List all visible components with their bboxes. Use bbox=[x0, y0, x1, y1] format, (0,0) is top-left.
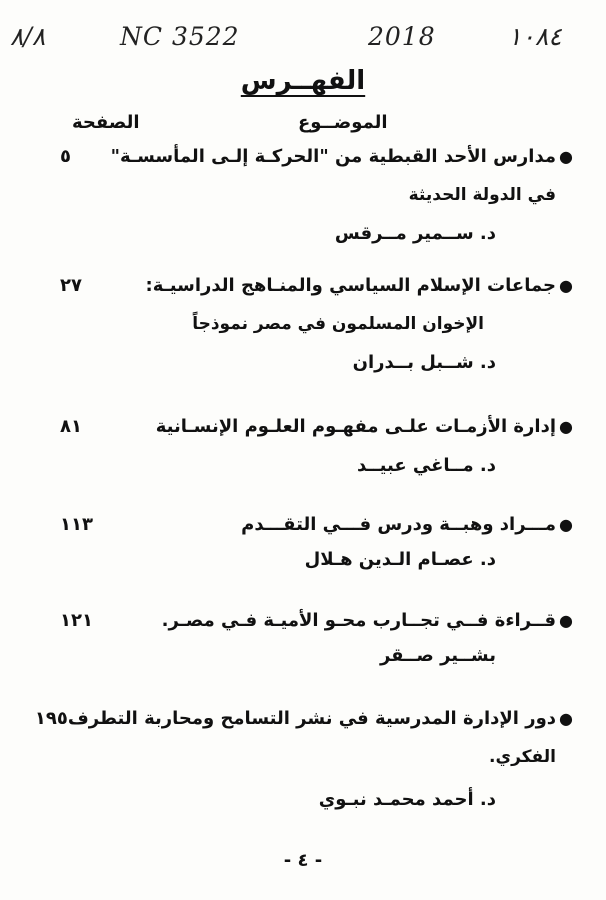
bullet-icon: ● bbox=[559, 417, 573, 436]
bullet-icon: ● bbox=[559, 515, 573, 534]
column-header-topic: الموضــوع bbox=[298, 112, 388, 133]
entry-author: بشــير صــقر bbox=[379, 645, 496, 666]
toc-entry bbox=[34, 708, 574, 810]
entry-title: دور الإدارة المدرسية في نشر التسامح ومحاربة التطرف bbox=[67, 708, 556, 729]
entry-title: مـــراد وهبــة ودرس فـــي التقـــدم bbox=[241, 514, 556, 535]
handwritten-note-year: 2018 bbox=[368, 22, 436, 51]
handwritten-note-left: ٨/٨ bbox=[10, 22, 46, 51]
toc-entry bbox=[60, 416, 574, 476]
toc-entry bbox=[60, 146, 574, 244]
toc-entry bbox=[60, 610, 574, 666]
column-header-page: الصفحة bbox=[72, 112, 140, 133]
entry-title: جماعات الإسلام السياسي والمنـاهج الدراسيـة: bbox=[145, 275, 556, 296]
entry-subtitle: الإخوان المسلمون في مصر نموذجاً bbox=[192, 314, 484, 334]
page-number-footer: - ٤ - bbox=[283, 850, 323, 871]
entry-subtitle: في الدولة الحديثة bbox=[408, 185, 556, 205]
entry-page-number: ٥ bbox=[60, 146, 71, 167]
bullet-icon: ● bbox=[559, 147, 573, 166]
bullet-icon: ● bbox=[559, 611, 573, 630]
entry-page-number: ٨١ bbox=[60, 416, 82, 437]
entry-title: مدارس الأحد القبطية من "الحركـة إلـى المأسسـة" bbox=[110, 146, 556, 167]
entry-page-number: ١٩٥ bbox=[34, 708, 68, 729]
handwritten-note-code: NC 3522 bbox=[120, 22, 240, 51]
entry-page-number: ١١٣ bbox=[60, 514, 93, 535]
entry-author: د. شــبل بــدران bbox=[352, 352, 496, 373]
bullet-icon: ● bbox=[559, 709, 573, 728]
entry-page-number: ٢٧ bbox=[60, 275, 82, 296]
entry-title: قــراءة فــي تجــارب محـو الأميـة فـي مصـر. bbox=[161, 610, 556, 631]
toc-entry bbox=[60, 514, 574, 570]
toc-entry bbox=[60, 275, 574, 373]
page-title: الفهــرس bbox=[240, 66, 366, 96]
bullet-icon: ● bbox=[559, 276, 573, 295]
entry-author: د. مــاغي عبيــد bbox=[356, 455, 496, 476]
entry-author: د. عصـام الـدين هـلال bbox=[304, 549, 496, 570]
entry-subtitle: الفكري. bbox=[489, 747, 556, 767]
entry-page-number: ١٢١ bbox=[60, 610, 93, 631]
entry-author: د. ســمير مــرقس bbox=[334, 223, 496, 244]
entry-title: إدارة الأزمـات علـى مفهـوم العلـوم الإنسـانية bbox=[155, 416, 556, 437]
handwritten-note-right: ١٠٨٤ bbox=[508, 22, 562, 51]
entry-author: د. أحمد محمـد نبـوي bbox=[318, 789, 496, 810]
